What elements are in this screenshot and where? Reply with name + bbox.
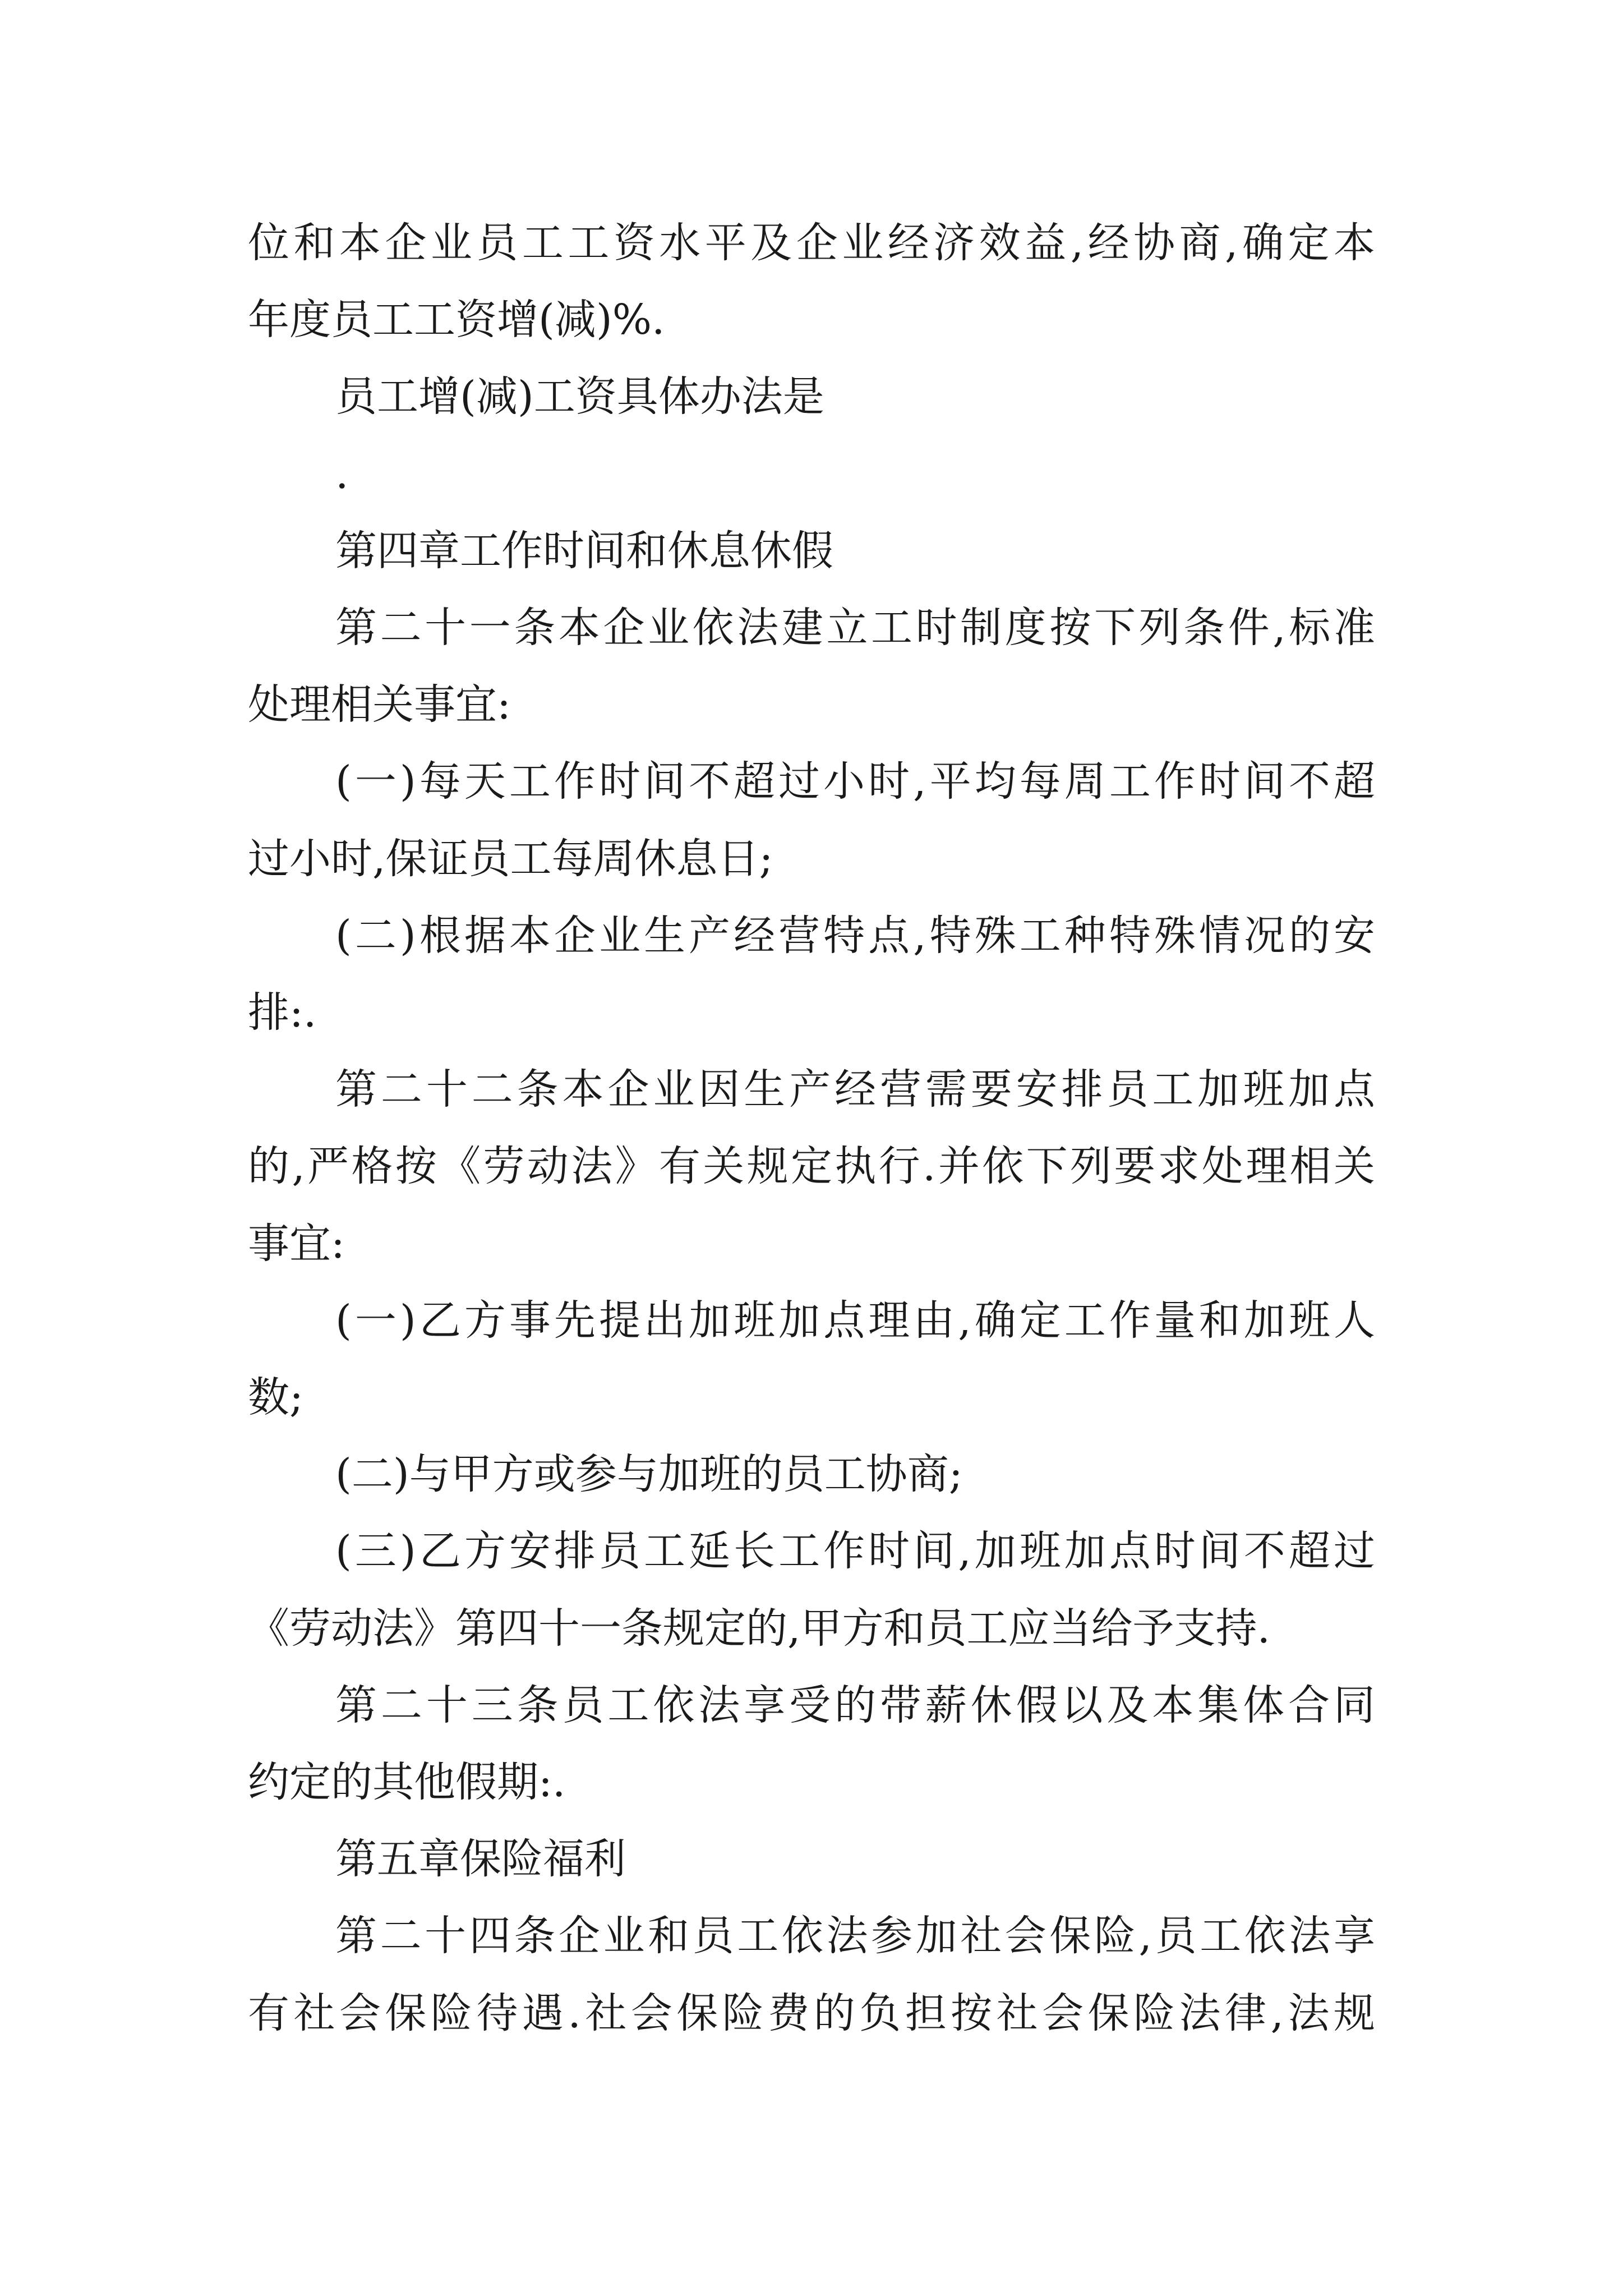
paragraph-line: 的,严格按《劳动法》有关规定执行.并依下列要求处理相关 <box>248 1142 1375 1190</box>
paragraph-line: 第二十三条员工依法享受的带薪休假以及本集体合同 <box>335 1681 1375 1729</box>
paragraph-line: 《劳动法》第四十一条规定的,甲方和员工应当给予支持. <box>248 1604 1271 1653</box>
paragraph-line: . <box>335 450 349 498</box>
paragraph-line: 过小时,保证员工每周休息日; <box>248 835 773 883</box>
paragraph-line: 第二十二条本企业因生产经营需要安排员工加班加点 <box>335 1065 1375 1114</box>
chapter-heading: 第四章工作时间和休息休假 <box>335 527 833 575</box>
paragraph-line: 位和本企业员工工资水平及企业经济效益,经协商,确定本 <box>248 219 1375 267</box>
chapter-heading: 第五章保险福利 <box>335 1835 626 1883</box>
paragraph-line: 排:. <box>248 988 317 1037</box>
paragraph-line: (一)乙方事先提出加班加点理由,确定工作量和加班人 <box>335 1296 1375 1345</box>
paragraph-line: (二)根据本企业生产经营特点,特殊工种特殊情况的安 <box>335 912 1375 960</box>
paragraph-line: 数; <box>248 1373 303 1421</box>
paragraph-line: (一)每天工作时间不超过小时,平均每周工作时间不超 <box>335 757 1375 806</box>
paragraph-line: 事宜: <box>248 1220 345 1268</box>
paragraph-line: (二)与甲方或参与加班的员工协商; <box>335 1450 963 1498</box>
paragraph-line: 处理相关事宜: <box>248 680 511 729</box>
paragraph-line: (三)乙方安排员工延长工作时间,加班加点时间不超过 <box>335 1527 1375 1575</box>
paragraph-line: 员工增(减)工资具体办法是 <box>335 372 824 421</box>
paragraph-line: 有社会保险待遇.社会保险费的负担按社会保险法律,法规 <box>248 1989 1375 2037</box>
paragraph-line: 年度员工工资增(减)%. <box>248 296 665 344</box>
paragraph-line: 约定的其他假期:. <box>248 1758 566 1806</box>
paragraph-line: 第二十一条本企业依法建立工时制度按下列条件,标准 <box>335 604 1375 652</box>
paragraph-line: 第二十四条企业和员工依法参加社会保险,员工依法享 <box>335 1912 1375 1960</box>
